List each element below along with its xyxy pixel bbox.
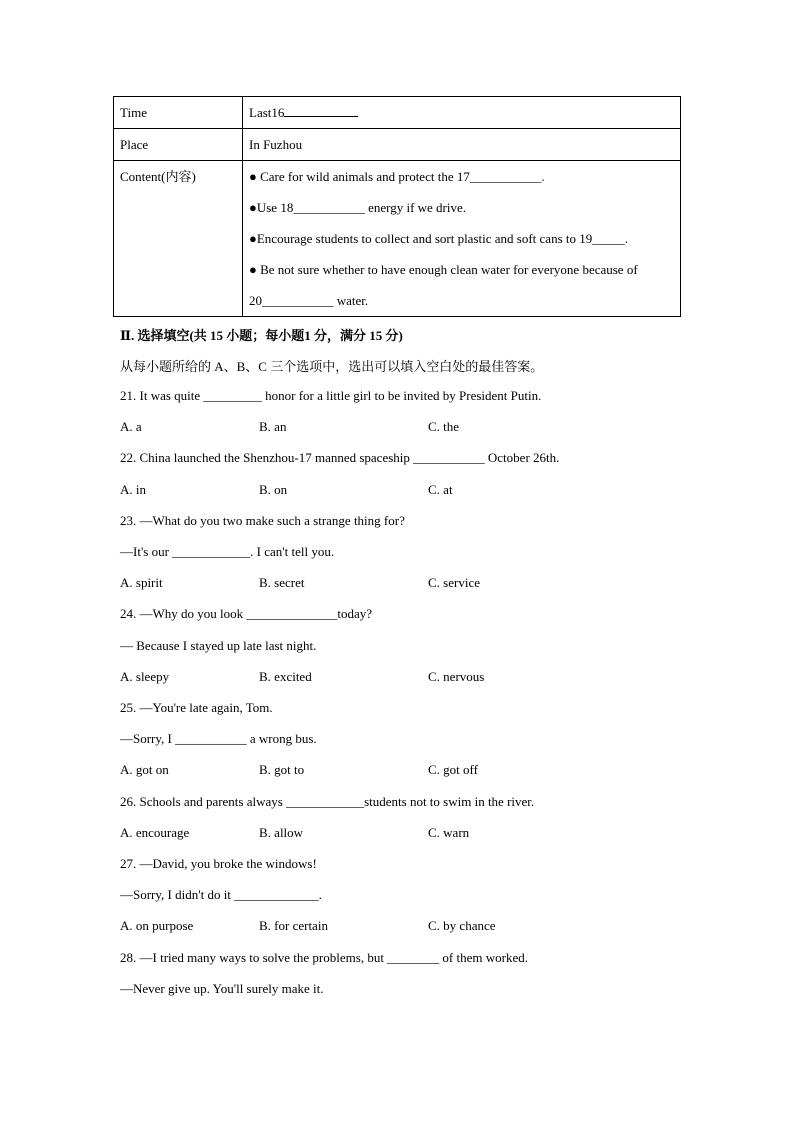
option-a: A. a	[120, 419, 142, 434]
question-reply: —Never give up. You'll surely make it.	[120, 981, 324, 996]
row-label: Time	[114, 97, 243, 129]
content-line: ● Be not sure whether to have enough clean water for everyone because of	[249, 262, 638, 277]
option-b: B. an	[259, 419, 287, 434]
option-a: A. got on	[120, 762, 169, 777]
option-b: B. got to	[259, 762, 305, 777]
table-row	[114, 97, 681, 129]
content-line: 20___________ water.	[249, 293, 369, 308]
question-reply: —Sorry, I ___________ a wrong bus.	[120, 731, 317, 746]
row-value	[243, 161, 681, 317]
table-row	[114, 161, 681, 317]
option-b: B. for certain	[259, 918, 328, 933]
option-b: B. excited	[259, 669, 312, 684]
option-a: A. in	[120, 482, 146, 497]
question-stem: 28. —I tried many ways to solve the problems, but ________ of them worked.	[120, 950, 528, 965]
option-c: C. the	[428, 419, 460, 434]
option-b: B. allow	[259, 825, 304, 840]
question-reply: — Because I stayed up late last night.	[120, 638, 317, 653]
content-line: ●Encourage students to collect and sort plastic and soft cans to 19_____.	[249, 231, 628, 246]
row-label: Place	[114, 129, 243, 161]
option-c: C. service	[428, 575, 480, 590]
option-c: C. nervous	[428, 669, 485, 684]
row-value: In Fuzhou	[243, 129, 681, 161]
option-a: A. encourage	[120, 825, 190, 840]
question-stem: 26. Schools and parents always ____________students not to swim in the river.	[120, 794, 535, 809]
question-stem: 21. It was quite _________ honor for a little girl to be invited by President Putin.	[120, 388, 542, 403]
question-reply: —Sorry, I didn't do it _____________.	[120, 887, 322, 902]
answer-blank	[284, 105, 358, 117]
section-title: Ⅱ. 选择填空(共 15 小题；每小题1 分，满分 15 分)	[120, 328, 403, 343]
question-stem: 25. —You're late again, Tom.	[120, 700, 273, 715]
option-a: A. on purpose	[120, 918, 194, 933]
time-value: Last16	[249, 105, 285, 120]
option-a: A. sleepy	[120, 669, 170, 684]
option-c: C. got off	[428, 762, 478, 777]
content-line: ●Use 18___________ energy if we drive.	[249, 200, 467, 215]
question-stem: 22. China launched the Shenzhou-17 manned spaceship ___________ October 26th.	[120, 450, 560, 465]
info-table	[113, 96, 681, 317]
section-instruction: 从每小题所给的 A、B、C 三个选项中，选出可以填入空白处的最佳答案。	[120, 359, 544, 374]
option-c: C. by chance	[428, 918, 496, 933]
option-c: C. warn	[428, 825, 470, 840]
question-stem: 24. —Why do you look ______________today?	[120, 606, 373, 621]
row-value	[243, 97, 681, 129]
option-c: C. at	[428, 482, 453, 497]
option-a: A. spirit	[120, 575, 163, 590]
question-stem: 23. —What do you two make such a strange thing for?	[120, 513, 405, 528]
row-label: Content(内容)	[114, 161, 243, 317]
table-row	[114, 129, 681, 161]
option-b: B. secret	[259, 575, 305, 590]
question-reply: —It's our ____________. I can't tell you.	[120, 544, 335, 559]
content-line: ● Care for wild animals and protect the 17___________.	[249, 169, 545, 184]
option-b: B. on	[259, 482, 288, 497]
question-stem: 27. —David, you broke the windows!	[120, 856, 317, 871]
